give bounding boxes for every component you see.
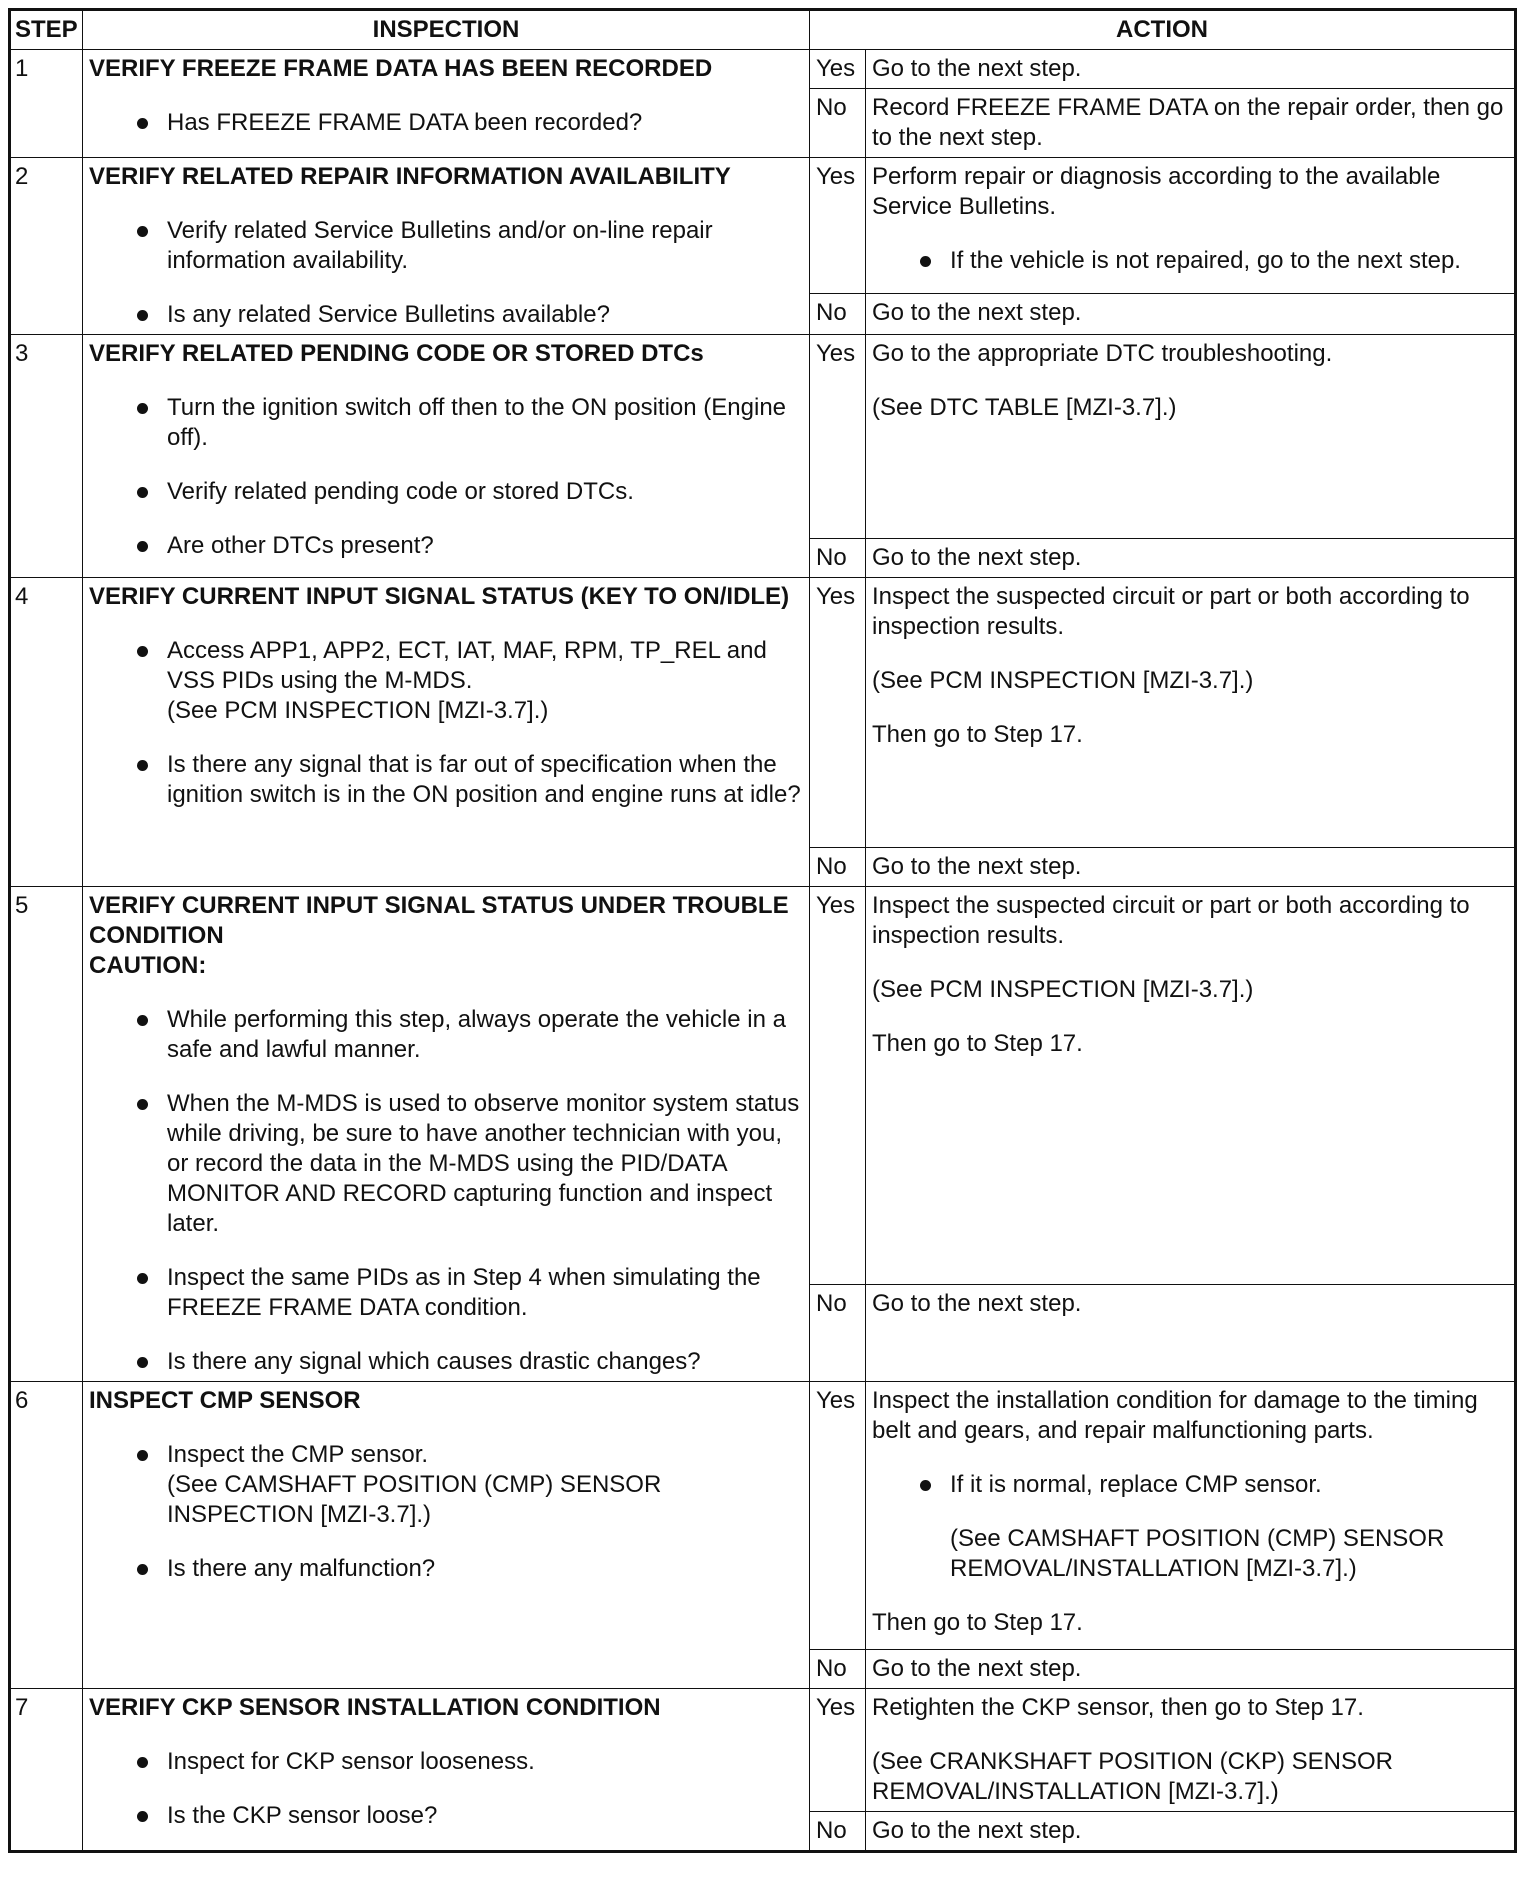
action-reference: (See PCM INSPECTION [MZI-3.7].)	[872, 976, 1254, 1003]
step-2-yes-row	[10, 158, 1516, 294]
step-7-inspection	[83, 1689, 810, 1852]
step-title: VERIFY RELATED REPAIR INFORMATION AVAILABILITY	[89, 163, 731, 190]
no-label: No	[810, 1812, 866, 1852]
diagnostic-table	[8, 8, 1517, 1853]
inspection-bullet: Is there any malfunction?	[89, 1554, 803, 1584]
step-5-yes-row	[10, 887, 1516, 1285]
no-action	[866, 1812, 1516, 1852]
inspection-bullet: Is any related Service Bulletins available?	[89, 300, 803, 330]
action-text: Go to the next step.	[872, 544, 1082, 571]
header-inspection: INSPECTION	[83, 10, 810, 50]
action-reference: (See DTC TABLE [MZI-3.7].)	[872, 394, 1177, 421]
inspection-bullet: While performing this step, always operate the vehicle in a safe and lawful manner.	[89, 1005, 803, 1065]
step-title: VERIFY CURRENT INPUT SIGNAL STATUS UNDER TROUBLE CONDITION	[89, 892, 789, 949]
action-next: Then go to Step 17.	[872, 1030, 1083, 1057]
step-number: 2	[10, 158, 83, 335]
inspection-bullet: Is the CKP sensor loose?	[89, 1801, 803, 1831]
step-1-yes-row	[10, 50, 1516, 89]
step-title: VERIFY CKP SENSOR INSTALLATION CONDITION	[89, 1694, 661, 1721]
step-number: 4	[10, 578, 83, 887]
inspection-bullet: Has FREEZE FRAME DATA been recorded?	[89, 108, 803, 138]
inspection-reference: (See CAMSHAFT POSITION (CMP) SENSOR INSPECTION [MZI-3.7].)	[167, 1471, 662, 1528]
step-number: 6	[10, 1382, 83, 1689]
no-label: No	[810, 848, 866, 887]
action-text: Go to the next step.	[872, 853, 1082, 880]
inspection-bullet: Are other DTCs present?	[89, 531, 803, 561]
step-4-inspection	[83, 578, 810, 887]
action-text: Inspect the suspected circuit or part or both according to inspection results.	[872, 583, 1470, 640]
yes-action	[866, 335, 1516, 539]
action-reference: (See CAMSHAFT POSITION (CMP) SENSOR REMOVAL/INSTALLATION [MZI-3.7].)	[950, 1525, 1445, 1582]
action-reference: (See PCM INSPECTION [MZI-3.7].)	[872, 667, 1254, 694]
step-number: 1	[10, 50, 83, 158]
no-label: No	[810, 539, 866, 578]
header-step: STEP	[10, 10, 83, 50]
step-6-inspection	[83, 1382, 810, 1689]
action-bullet: If it is normal, replace CMP sensor.	[872, 1470, 1508, 1500]
action-text: Go to the next step.	[872, 299, 1082, 326]
step-7-yes-row	[10, 1689, 1516, 1812]
step-4-yes-row	[10, 578, 1516, 848]
action-text: Go to the next step.	[872, 1290, 1082, 1317]
yes-action	[866, 887, 1516, 1285]
action-bullet: If the vehicle is not repaired, go to the next step.	[872, 246, 1508, 276]
no-label: No	[810, 89, 866, 158]
inspection-bullet: Inspect for CKP sensor looseness.	[89, 1747, 803, 1777]
inspection-reference: (See PCM INSPECTION [MZI-3.7].)	[167, 697, 549, 724]
step-number: 7	[10, 1689, 83, 1852]
action-reference: (See CRANKSHAFT POSITION (CKP) SENSOR REMOVAL/INSTALLATION [MZI-3.7].)	[872, 1748, 1393, 1805]
action-text: Perform repair or diagnosis according to the available Service Bulletins.	[872, 163, 1441, 220]
no-action	[866, 848, 1516, 887]
step-5-inspection	[83, 887, 810, 1382]
yes-label: Yes	[810, 887, 866, 1285]
inspection-bullet: Access APP1, APP2, ECT, IAT, MAF, RPM, TP_REL and VSS PIDs using the M-MDS.	[89, 636, 803, 696]
step-title: INSPECT CMP SENSOR	[89, 1387, 361, 1414]
inspection-bullet: When the M-MDS is used to observe monitor system status while driving, be sure to have another technician with you, or record the data in the M-MDS using the PID/DATA MONITOR AND RECORD capturing function and inspect later.	[89, 1089, 803, 1239]
action-text: Go to the next step.	[872, 1817, 1082, 1844]
no-label: No	[810, 294, 866, 335]
step-3-inspection	[83, 335, 810, 578]
inspection-bullet: Is there any signal which causes drastic changes?	[89, 1347, 803, 1377]
no-action	[866, 1650, 1516, 1689]
inspection-bullet: Turn the ignition switch off then to the ON position (Engine off).	[89, 393, 803, 453]
yes-action	[866, 50, 1516, 89]
step-2-inspection	[83, 158, 810, 335]
header-action: ACTION	[810, 10, 1516, 50]
no-action	[866, 1285, 1516, 1382]
action-text: Go to the next step.	[872, 1655, 1082, 1682]
step-title: VERIFY RELATED PENDING CODE OR STORED DTCs	[89, 340, 704, 367]
action-text: Go to the next step.	[872, 55, 1082, 82]
action-text: Go to the appropriate DTC troubleshooting.	[872, 340, 1333, 367]
inspection-bullet: Inspect the CMP sensor.	[89, 1440, 803, 1470]
inspection-bullet: Is there any signal that is far out of specification when the ignition switch is in the ON position and engine runs at idle?	[89, 750, 803, 810]
caution-label: CAUTION:	[89, 952, 207, 979]
no-action	[866, 89, 1516, 158]
action-text: Inspect the installation condition for damage to the timing belt and gears, and repair malfunctioning parts.	[872, 1387, 1478, 1444]
no-label: No	[810, 1650, 866, 1689]
yes-label: Yes	[810, 1382, 866, 1650]
step-6-yes-row	[10, 1382, 1516, 1650]
yes-label: Yes	[810, 158, 866, 294]
action-text: Record FREEZE FRAME DATA on the repair order, then go to the next step.	[872, 94, 1504, 151]
step-number: 5	[10, 887, 83, 1382]
step-title: VERIFY FREEZE FRAME DATA HAS BEEN RECORDED	[89, 55, 713, 82]
step-number: 3	[10, 335, 83, 578]
yes-action	[866, 1689, 1516, 1812]
yes-label: Yes	[810, 578, 866, 848]
action-text: Inspect the suspected circuit or part or both according to inspection results.	[872, 892, 1470, 949]
no-action	[866, 539, 1516, 578]
yes-action	[866, 578, 1516, 848]
yes-action	[866, 1382, 1516, 1650]
inspection-bullet: Verify related Service Bulletins and/or on-line repair information availability.	[89, 216, 803, 276]
step-title: VERIFY CURRENT INPUT SIGNAL STATUS (KEY TO ON/IDLE)	[89, 583, 790, 610]
header-row	[10, 10, 1516, 50]
action-text: Retighten the CKP sensor, then go to Step 17.	[872, 1694, 1364, 1721]
yes-label: Yes	[810, 50, 866, 89]
no-label: No	[810, 1285, 866, 1382]
step-3-yes-row	[10, 335, 1516, 539]
action-next: Then go to Step 17.	[872, 721, 1083, 748]
inspection-bullet: Inspect the same PIDs as in Step 4 when simulating the FREEZE FRAME DATA condition.	[89, 1263, 803, 1323]
no-action	[866, 294, 1516, 335]
step-1-inspection	[83, 50, 810, 158]
yes-action	[866, 158, 1516, 294]
inspection-bullet: Verify related pending code or stored DTCs.	[89, 477, 803, 507]
action-next: Then go to Step 17.	[872, 1609, 1083, 1636]
yes-label: Yes	[810, 335, 866, 539]
yes-label: Yes	[810, 1689, 866, 1812]
